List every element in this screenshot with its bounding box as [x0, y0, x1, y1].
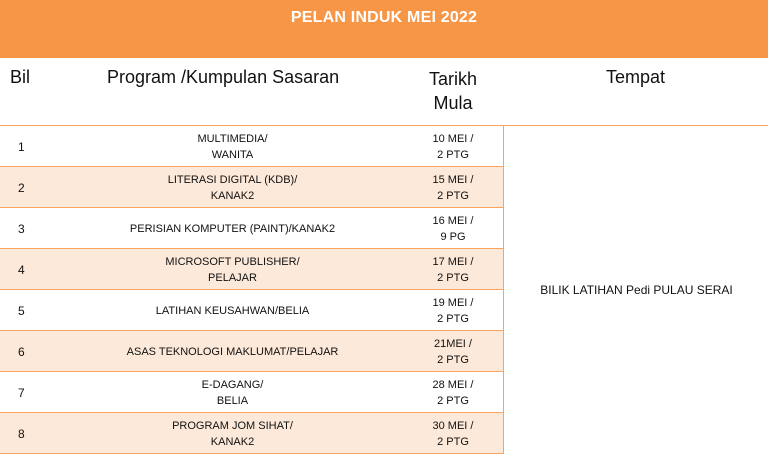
header-bil: Bil [10, 67, 31, 87]
table-row [0, 126, 503, 168]
row-tarikh: 17 MEI / 2 PTG [432, 255, 474, 284]
row-bil: 6 [18, 344, 25, 359]
header-tempat: Tempat [605, 67, 666, 87]
row-program: LITERASI DIGITAL (KDB)/ KANAK2 [167, 173, 298, 202]
row-bil: 1 [18, 139, 25, 154]
row-program: ASAS TEKNOLOGI MAKLUMAT/PELAJAR [126, 345, 339, 358]
table-row [0, 372, 503, 414]
table-header [0, 58, 768, 126]
row-program: MULTIMEDIA/ WANITA [197, 132, 268, 161]
row-bil: 8 [18, 426, 25, 441]
table-row [0, 208, 503, 250]
row-bil: 4 [18, 262, 25, 277]
row-program: PERISIAN KOMPUTER (PAINT)/KANAK2 [129, 222, 336, 235]
table-row [0, 290, 503, 332]
row-tarikh: 28 MEI / 2 PTG [432, 378, 474, 407]
table-row [0, 413, 503, 455]
row-program: MICROSOFT PUBLISHER/ PELAJAR [165, 255, 300, 284]
row-bil: 3 [18, 221, 25, 236]
table-row [0, 167, 503, 209]
header-program: Program /Kumpulan Sasaran [107, 67, 340, 87]
row-bil: 7 [18, 385, 25, 400]
tempat-cell: BILIK LATIHAN Pedi PULAU SERAI [503, 126, 768, 454]
row-program: LATIHAN KEUSAHWAN/BELIA [155, 304, 310, 317]
row-tarikh: 15 MEI / 2 PTG [432, 173, 474, 202]
row-bil: 2 [18, 180, 25, 195]
row-program: PROGRAM JOM SIHAT/ KANAK2 [172, 419, 293, 448]
page-title: PELAN INDUK MEI 2022 [0, 0, 768, 58]
row-tarikh: 16 MEI / 9 PG [432, 214, 474, 243]
row-separator [0, 453, 503, 454]
row-tarikh: 19 MEI / 2 PTG [432, 296, 474, 325]
row-tarikh: 21MEI / 2 PTG [434, 337, 472, 366]
table-row [0, 249, 503, 291]
row-bil: 5 [18, 303, 25, 318]
table-row [0, 331, 503, 373]
row-tarikh: 30 MEI / 2 PTG [432, 419, 474, 448]
row-program: E-DAGANG/ BELIA [201, 378, 264, 407]
row-tarikh: 10 MEI / 2 PTG [432, 132, 474, 161]
header-tarikh: Tarikh Mula [428, 69, 477, 113]
